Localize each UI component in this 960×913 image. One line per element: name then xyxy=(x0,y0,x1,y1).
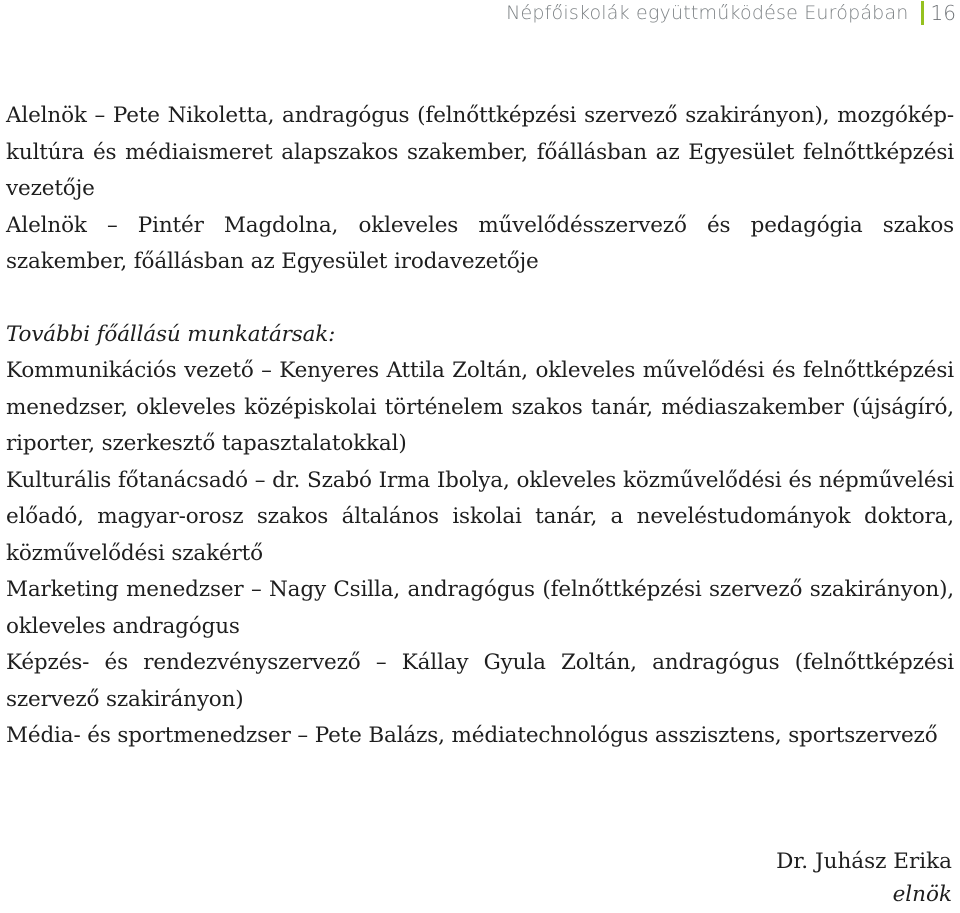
signatory-name: Dr. Juhász Erika xyxy=(776,849,952,874)
staff-entry: Média- és sportmenedzser – Pete Balázs, médiatechnológus asszisztens, sportszervező xyxy=(6,723,938,748)
header-divider xyxy=(921,1,924,25)
page-body xyxy=(6,98,954,755)
running-header xyxy=(506,0,960,26)
paragraph-spacer xyxy=(6,281,954,317)
signatory-role: elnök xyxy=(892,882,952,907)
staff-entry: Kommunikációs vezető – Kenyeres Attila Zoltán, okleveles művelődési és felnőttképzési menedzser, okleveles középiskolai történelem szakos tanár, médiaszakember (újságíró, riporter, szerkesztő tapasztalatokkal) xyxy=(6,358,954,456)
running-title: Népfőiskolák együttműködése Európában xyxy=(506,2,909,24)
officer-entry: Alelnök – Pintér Magdolna, okleveles művelődésszervező és pedagógia szakos szakember, főállásban az Egyesület irodavezetője xyxy=(6,212,954,274)
staff-entry: Képzés- és rendezvényszervező – Kállay Gyula Zoltán, andragógus (felnőttképzési szervező szakirányon) xyxy=(6,650,954,712)
signature-block xyxy=(776,845,952,911)
page-number: 16 xyxy=(930,1,956,25)
staff-entry: Marketing menedzser – Nagy Csilla, andragógus (felnőttképzési szervező szakirányon), okleveles andragógus xyxy=(6,577,954,639)
staff-entry: Kulturális főtanácsadó – dr. Szabó Irma Ibolya, okleveles közművelődési és népművelési előadó, magyar-orosz szakos általános iskolai tanár, a neveléstudományok doktora, közművelődési szakértő xyxy=(6,467,954,566)
staff-heading: További főállású munkatársak: xyxy=(6,321,336,347)
officer-entry: Alelnök – Pete Nikoletta, andragógus (felnőttképzési szervező szakirányon), mozgókép-kultúra és médiaismeret alapszakos szakember, főállásban az Egyesület felnőttképzési vezetője xyxy=(6,103,954,201)
